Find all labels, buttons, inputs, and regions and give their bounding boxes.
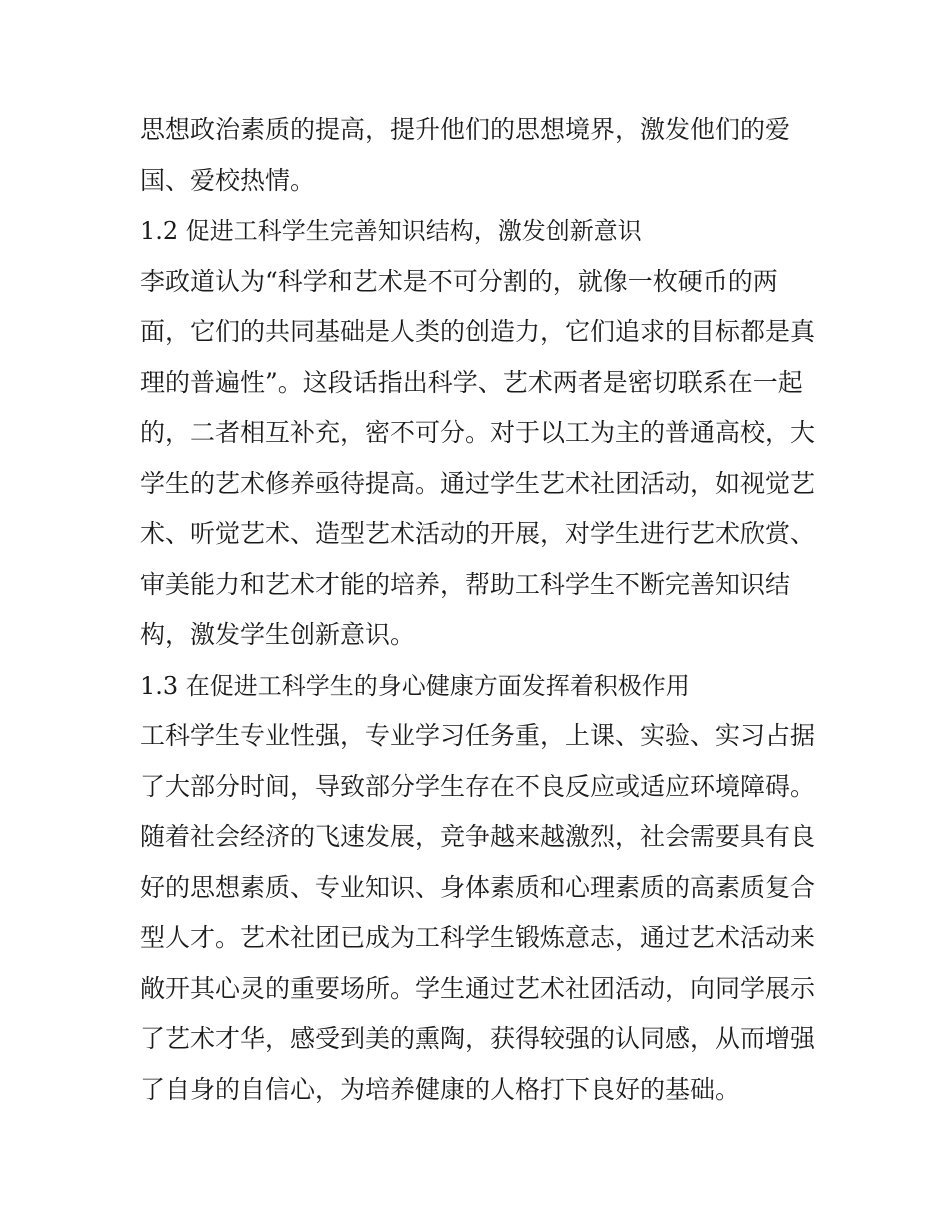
body-line: 的，二者相互补充，密不可分。对于以工为主的普通高校，大 [140,418,816,447]
body-line: 了自身的自信心，为培养健康的人格打下良好的基础。 [140,1074,741,1104]
body-line: 面，它们的共同基础是人类的创造力，它们追求的目标都是真 [140,317,816,346]
body-line: 审美能力和艺术才能的培养，帮助工科学生不断完善知识结 [140,569,791,599]
body-line: 型人才。艺术社团已成为工科学生锻炼意志，通过艺术活动来 [140,923,816,952]
section-heading: 1.2 促进工科学生完善知识结构，激发创新意识 [140,217,642,245]
body-line: 思想政治素质的提高，提升他们的思想境界，激发他们的爱 [140,115,791,144]
body-line: 理的普遍性”。这段话指出科学、艺术两者是密切联系在一起 [140,367,803,397]
body-line: 了大部分时间，导致部分学生存在不良反应或适应环境障碍。 [140,771,816,801]
section-heading: 1.3 在促进工科学生的身心健康方面发挥着积极作用 [140,671,690,700]
body-line: 敞开其心灵的重要场所。学生通过艺术社团活动，向同学展示 [140,973,816,1003]
body-line: 构，激发学生创新意识。 [140,620,416,649]
body-line: 学生的艺术修养亟待提高。通过学生艺术社团活动，如视觉艺 [140,468,816,498]
body-line: 随着社会经济的飞速发展，竞争越来越激烈，社会需要具有良 [140,822,816,851]
body-line: 了艺术才华，感受到美的熏陶，获得较强的认同感，从而增强 [140,1024,816,1053]
body-line: 国、爱校热情。 [140,165,316,195]
body-line: 工科学生专业性强，专业学习任务重，上课、实验、实习占据 [140,721,816,750]
body-line: 李政道认为“科学和艺术是不可分割的，就像一枚硬币的两 [140,266,778,296]
body-line: 好的思想素质、专业知识、身体素质和心理素质的高素质复合 [140,872,816,902]
body-line: 术、听觉艺术、造型艺术活动的开展，对学生进行艺术欣赏、 [140,519,816,548]
document-body [140,105,820,1115]
